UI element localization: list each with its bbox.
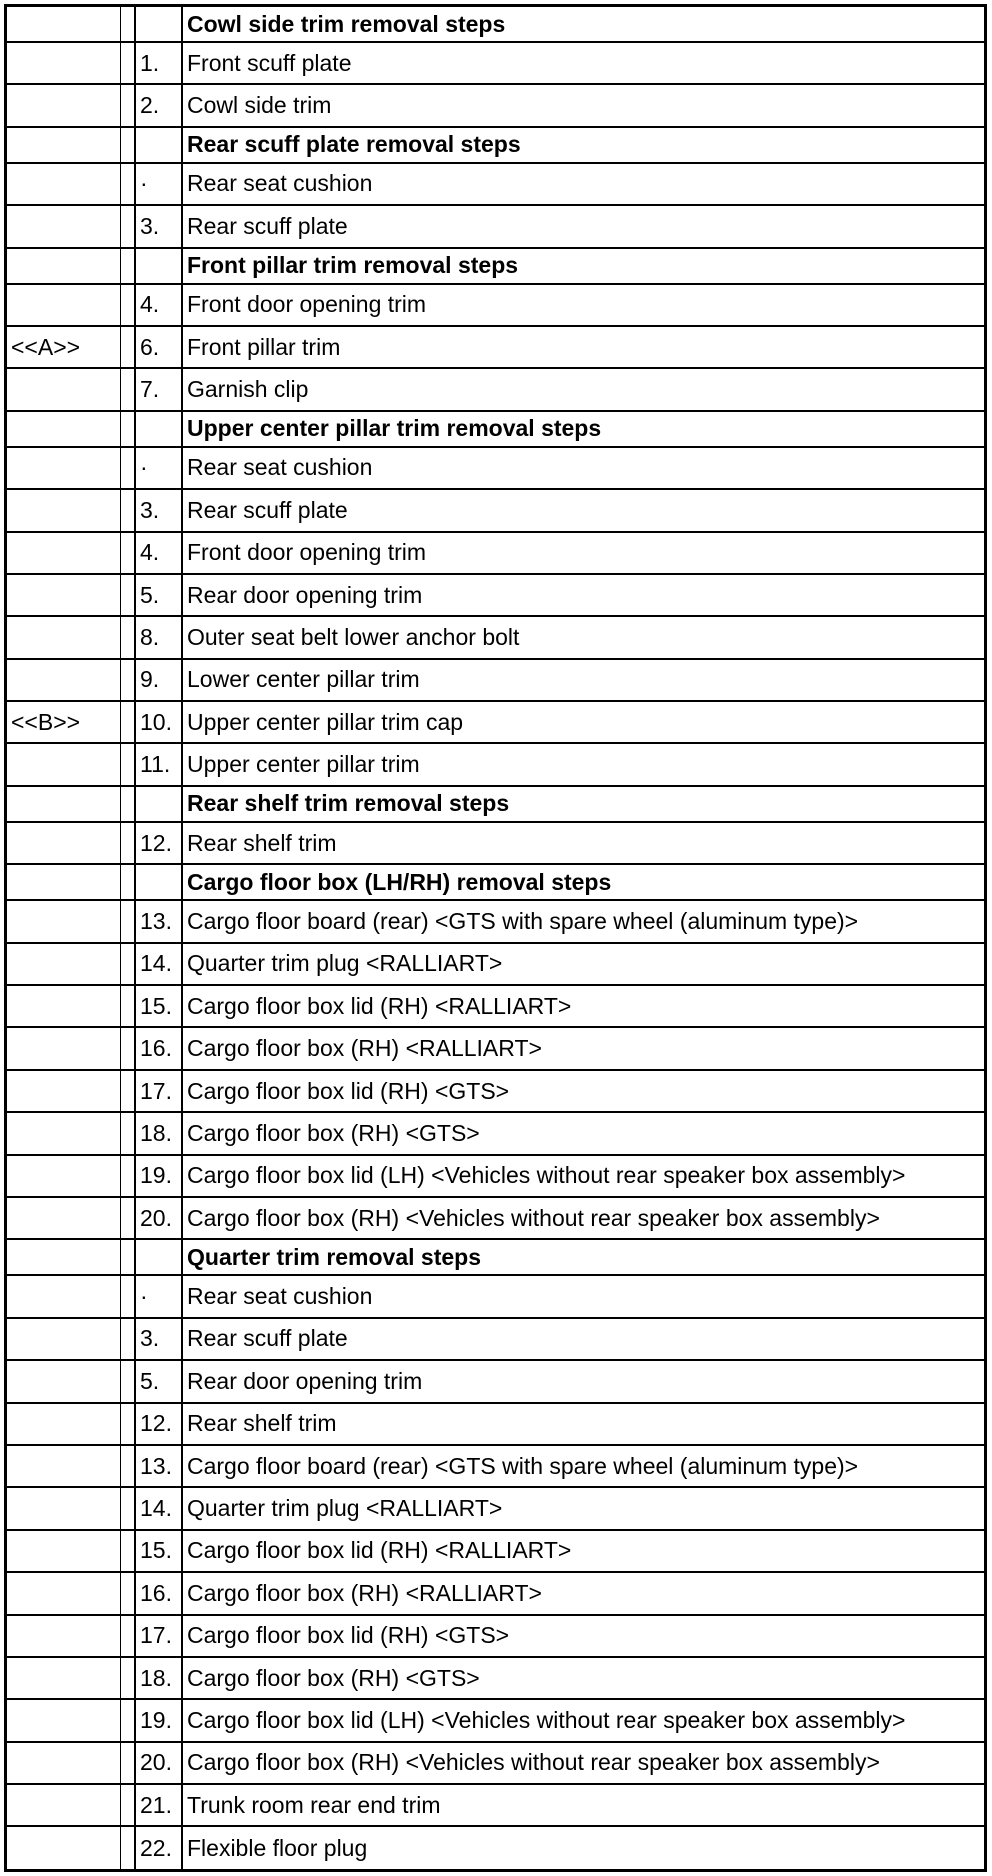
step-description: Cargo floor box (RH) <GTS> bbox=[187, 1664, 480, 1691]
step-description: Cargo floor box (RH) <Vehicles without rear speaker box assembly> bbox=[187, 1749, 880, 1776]
step-description: Front door opening trim bbox=[187, 539, 427, 566]
spacer-cell bbox=[121, 1156, 136, 1196]
step-number-cell: 8. bbox=[136, 617, 183, 657]
reference-cell bbox=[7, 1743, 121, 1783]
spacer-cell bbox=[121, 1361, 136, 1401]
step-row bbox=[7, 43, 984, 85]
spacer-cell bbox=[121, 1319, 136, 1359]
step-number-cell: 14. bbox=[136, 944, 183, 984]
step-description: Rear scuff plate bbox=[187, 212, 348, 239]
step-row bbox=[7, 1700, 984, 1742]
step-row bbox=[7, 823, 984, 865]
step-number-cell: 20. bbox=[136, 1743, 183, 1783]
step-number-cell: 20. bbox=[136, 1198, 183, 1238]
step-number-cell bbox=[136, 787, 183, 821]
step-description: Front scuff plate bbox=[187, 49, 352, 76]
step-row bbox=[7, 1319, 984, 1361]
step-row bbox=[7, 575, 984, 617]
spacer-cell bbox=[121, 1198, 136, 1238]
step-row bbox=[7, 1113, 984, 1155]
spacer-cell bbox=[121, 85, 136, 125]
step-row bbox=[7, 1028, 984, 1070]
reference-cell bbox=[7, 1531, 121, 1571]
spacer-cell bbox=[121, 744, 136, 784]
spacer-cell bbox=[121, 702, 136, 742]
reference-cell bbox=[7, 787, 121, 821]
step-number-cell: 19. bbox=[136, 1156, 183, 1196]
spacer-cell bbox=[121, 43, 136, 83]
step-number-cell: 5. bbox=[136, 1361, 183, 1401]
spacer-cell bbox=[121, 448, 136, 488]
reference-cell bbox=[7, 128, 121, 162]
reference-cell bbox=[7, 744, 121, 784]
step-number-cell: 21. bbox=[136, 1785, 183, 1825]
reference-cell bbox=[7, 285, 121, 325]
reference-cell bbox=[7, 164, 121, 204]
spacer-cell bbox=[121, 490, 136, 530]
step-description: Quarter trim plug <RALLIART> bbox=[187, 1495, 503, 1522]
spacer-cell bbox=[121, 823, 136, 863]
step-number-cell bbox=[136, 1240, 183, 1274]
reference-cell: <<B>> bbox=[7, 702, 121, 742]
step-number-cell: 16. bbox=[136, 1573, 183, 1613]
reference-cell bbox=[7, 986, 121, 1026]
step-row bbox=[7, 744, 984, 786]
step-number-cell: 13. bbox=[136, 1446, 183, 1486]
step-number-cell: 17. bbox=[136, 1616, 183, 1656]
step-row bbox=[7, 1156, 984, 1198]
step-number-cell: 7. bbox=[136, 369, 183, 409]
reference-cell bbox=[7, 1156, 121, 1196]
section-title: Upper center pillar trim removal steps bbox=[187, 415, 602, 442]
step-row bbox=[7, 617, 984, 659]
step-description: Trunk room rear end trim bbox=[187, 1791, 441, 1818]
step-row bbox=[7, 1785, 984, 1827]
reference-cell bbox=[7, 85, 121, 125]
step-description: Rear shelf trim bbox=[187, 1410, 337, 1437]
reference-cell bbox=[7, 901, 121, 941]
reference-cell bbox=[7, 1240, 121, 1274]
step-description: Front door opening trim bbox=[187, 291, 427, 318]
step-row bbox=[7, 660, 984, 702]
spacer-cell bbox=[121, 787, 136, 821]
reference-cell bbox=[7, 369, 121, 409]
step-row bbox=[7, 1573, 984, 1615]
step-row bbox=[7, 1361, 984, 1403]
spacer-cell bbox=[121, 1658, 136, 1698]
step-number-cell: 3. bbox=[136, 490, 183, 530]
spacer-cell bbox=[121, 1113, 136, 1153]
step-number-cell: 22. bbox=[136, 1827, 183, 1869]
section-header-row bbox=[7, 865, 984, 901]
section-title: Rear shelf trim removal steps bbox=[187, 790, 510, 817]
step-number-cell: 18. bbox=[136, 1658, 183, 1698]
step-number-cell: 3. bbox=[136, 206, 183, 246]
removal-steps-table bbox=[4, 4, 987, 1872]
step-number-cell: 17. bbox=[136, 1071, 183, 1111]
step-number-cell: 12. bbox=[136, 1404, 183, 1444]
step-number-cell: 3. bbox=[136, 1319, 183, 1359]
section-header-row bbox=[7, 412, 984, 448]
step-description: Cargo floor box (RH) <Vehicles without rear speaker box assembly> bbox=[187, 1204, 880, 1231]
reference-cell bbox=[7, 1028, 121, 1068]
step-number-cell bbox=[136, 865, 183, 899]
reference-cell bbox=[7, 206, 121, 246]
step-row bbox=[7, 285, 984, 327]
step-number-cell: · bbox=[136, 164, 183, 204]
spacer-cell bbox=[121, 206, 136, 246]
step-description: Cargo floor box lid (RH) <RALLIART> bbox=[187, 992, 572, 1019]
step-description: Cargo floor box (RH) <RALLIART> bbox=[187, 1579, 542, 1606]
step-row bbox=[7, 327, 984, 369]
step-number-cell: · bbox=[136, 448, 183, 488]
reference-cell bbox=[7, 249, 121, 283]
spacer-cell bbox=[121, 901, 136, 941]
step-description: Cargo floor box (RH) <RALLIART> bbox=[187, 1035, 542, 1062]
reference-cell bbox=[7, 823, 121, 863]
spacer-cell bbox=[121, 865, 136, 899]
spacer-cell bbox=[121, 1276, 136, 1316]
spacer-cell bbox=[121, 575, 136, 615]
reference-cell bbox=[7, 617, 121, 657]
step-description: Cowl side trim bbox=[187, 92, 332, 119]
step-row bbox=[7, 1446, 984, 1488]
spacer-cell bbox=[121, 660, 136, 700]
reference-cell bbox=[7, 7, 121, 41]
spacer-cell bbox=[121, 369, 136, 409]
step-number-cell: 13. bbox=[136, 901, 183, 941]
step-description: Lower center pillar trim bbox=[187, 666, 420, 693]
reference-cell bbox=[7, 1785, 121, 1825]
spacer-cell bbox=[121, 1240, 136, 1274]
spacer-cell bbox=[121, 617, 136, 657]
step-row bbox=[7, 986, 984, 1028]
reference-cell bbox=[7, 575, 121, 615]
step-number-cell bbox=[136, 128, 183, 162]
reference-cell bbox=[7, 865, 121, 899]
reference-cell bbox=[7, 1488, 121, 1528]
spacer-cell bbox=[121, 986, 136, 1026]
section-title: Cargo floor box (LH/RH) removal steps bbox=[187, 868, 612, 895]
reference-cell bbox=[7, 660, 121, 700]
reference-cell bbox=[7, 1446, 121, 1486]
step-row bbox=[7, 533, 984, 575]
step-row bbox=[7, 85, 984, 127]
section-header-row bbox=[7, 1240, 984, 1276]
step-number-cell: 11. bbox=[136, 744, 183, 784]
step-description: Cargo floor box (RH) <GTS> bbox=[187, 1119, 480, 1146]
step-description: Cargo floor board (rear) <GTS with spare wheel (aluminum type)> bbox=[187, 907, 859, 934]
step-description: Cargo floor box lid (RH) <GTS> bbox=[187, 1077, 510, 1104]
spacer-cell bbox=[121, 1785, 136, 1825]
step-description: Garnish clip bbox=[187, 376, 309, 403]
step-description: Rear seat cushion bbox=[187, 170, 373, 197]
step-number-cell bbox=[136, 249, 183, 283]
step-description: Front pillar trim bbox=[187, 333, 341, 360]
spacer-cell bbox=[121, 7, 136, 41]
step-number-cell: 9. bbox=[136, 660, 183, 700]
step-row bbox=[7, 1488, 984, 1530]
spacer-cell bbox=[121, 1028, 136, 1068]
step-number-cell: 5. bbox=[136, 575, 183, 615]
spacer-cell bbox=[121, 1616, 136, 1656]
section-title: Cowl side trim removal steps bbox=[187, 10, 506, 37]
spacer-cell bbox=[121, 164, 136, 204]
step-number-cell bbox=[136, 412, 183, 446]
step-description: Quarter trim plug <RALLIART> bbox=[187, 950, 503, 977]
reference-cell bbox=[7, 533, 121, 573]
step-description: Cargo floor box lid (RH) <GTS> bbox=[187, 1622, 510, 1649]
spacer-cell bbox=[121, 285, 136, 325]
step-row bbox=[7, 901, 984, 943]
reference-cell bbox=[7, 1198, 121, 1238]
section-title: Quarter trim removal steps bbox=[187, 1243, 482, 1270]
reference-cell bbox=[7, 1573, 121, 1613]
reference-cell bbox=[7, 1404, 121, 1444]
step-description: Cargo floor box lid (RH) <RALLIART> bbox=[187, 1537, 572, 1564]
step-row bbox=[7, 1743, 984, 1785]
step-row bbox=[7, 164, 984, 206]
reference-cell bbox=[7, 1827, 121, 1869]
step-row bbox=[7, 1827, 984, 1869]
step-row bbox=[7, 448, 984, 490]
step-description: Outer seat belt lower anchor bolt bbox=[187, 623, 520, 650]
step-number-cell: 6. bbox=[136, 327, 183, 367]
reference-cell bbox=[7, 1276, 121, 1316]
step-row bbox=[7, 206, 984, 248]
section-header-row bbox=[7, 128, 984, 164]
step-row bbox=[7, 369, 984, 411]
section-header-row bbox=[7, 249, 984, 285]
step-description: Rear scuff plate bbox=[187, 496, 348, 523]
reference-cell bbox=[7, 43, 121, 83]
spacer-cell bbox=[121, 412, 136, 446]
spacer-cell bbox=[121, 1700, 136, 1740]
step-number-cell: 18. bbox=[136, 1113, 183, 1153]
step-number-cell: 14. bbox=[136, 1488, 183, 1528]
step-description: Rear seat cushion bbox=[187, 1283, 373, 1310]
step-row bbox=[7, 1404, 984, 1446]
reference-cell bbox=[7, 412, 121, 446]
step-row bbox=[7, 702, 984, 744]
step-number-cell: 10. bbox=[136, 702, 183, 742]
step-number-cell: 2. bbox=[136, 85, 183, 125]
step-row bbox=[7, 1616, 984, 1658]
step-number-cell: 4. bbox=[136, 285, 183, 325]
step-description: Flexible floor plug bbox=[187, 1835, 368, 1862]
spacer-cell bbox=[121, 249, 136, 283]
spacer-cell bbox=[121, 1488, 136, 1528]
step-row bbox=[7, 490, 984, 532]
spacer-cell bbox=[121, 128, 136, 162]
step-description: Rear door opening trim bbox=[187, 1367, 423, 1394]
spacer-cell bbox=[121, 1071, 136, 1111]
step-description: Upper center pillar trim bbox=[187, 751, 420, 778]
step-row bbox=[7, 1276, 984, 1318]
step-row bbox=[7, 1531, 984, 1573]
reference-cell: <<A>> bbox=[7, 327, 121, 367]
spacer-cell bbox=[121, 1743, 136, 1783]
step-number-cell: · bbox=[136, 1276, 183, 1316]
reference-cell bbox=[7, 1113, 121, 1153]
step-row bbox=[7, 1658, 984, 1700]
spacer-cell bbox=[121, 1573, 136, 1613]
step-description: Upper center pillar trim cap bbox=[187, 708, 464, 735]
spacer-cell bbox=[121, 1404, 136, 1444]
step-description: Rear door opening trim bbox=[187, 581, 423, 608]
step-number-cell: 4. bbox=[136, 533, 183, 573]
step-number-cell: 12. bbox=[136, 823, 183, 863]
step-number-cell: 15. bbox=[136, 1531, 183, 1571]
reference-cell bbox=[7, 448, 121, 488]
section-title: Rear scuff plate removal steps bbox=[187, 131, 521, 158]
step-number-cell: 19. bbox=[136, 1700, 183, 1740]
spacer-cell bbox=[121, 1446, 136, 1486]
step-row bbox=[7, 1071, 984, 1113]
spacer-cell bbox=[121, 1827, 136, 1869]
reference-cell bbox=[7, 1658, 121, 1698]
step-number-cell: 16. bbox=[136, 1028, 183, 1068]
reference-cell bbox=[7, 944, 121, 984]
reference-cell bbox=[7, 1700, 121, 1740]
spacer-cell bbox=[121, 533, 136, 573]
step-description: Cargo floor box lid (LH) <Vehicles without rear speaker box assembly> bbox=[187, 1162, 906, 1189]
step-number-cell: 1. bbox=[136, 43, 183, 83]
reference-cell bbox=[7, 1319, 121, 1359]
step-number-cell bbox=[136, 7, 183, 41]
reference-cell bbox=[7, 1616, 121, 1656]
step-number-cell: 15. bbox=[136, 986, 183, 1026]
step-description: Cargo floor board (rear) <GTS with spare wheel (aluminum type)> bbox=[187, 1452, 859, 1479]
step-description: Rear seat cushion bbox=[187, 454, 373, 481]
spacer-cell bbox=[121, 1531, 136, 1571]
step-row bbox=[7, 944, 984, 986]
reference-cell bbox=[7, 1361, 121, 1401]
step-row bbox=[7, 1198, 984, 1240]
spacer-cell bbox=[121, 944, 136, 984]
section-header-row bbox=[7, 787, 984, 823]
section-header-row bbox=[7, 7, 984, 43]
reference-cell bbox=[7, 1071, 121, 1111]
section-title: Front pillar trim removal steps bbox=[187, 252, 519, 279]
step-description: Rear scuff plate bbox=[187, 1325, 348, 1352]
spacer-cell bbox=[121, 327, 136, 367]
step-description: Cargo floor box lid (LH) <Vehicles without rear speaker box assembly> bbox=[187, 1706, 906, 1733]
reference-cell bbox=[7, 490, 121, 530]
step-description: Rear shelf trim bbox=[187, 829, 337, 856]
